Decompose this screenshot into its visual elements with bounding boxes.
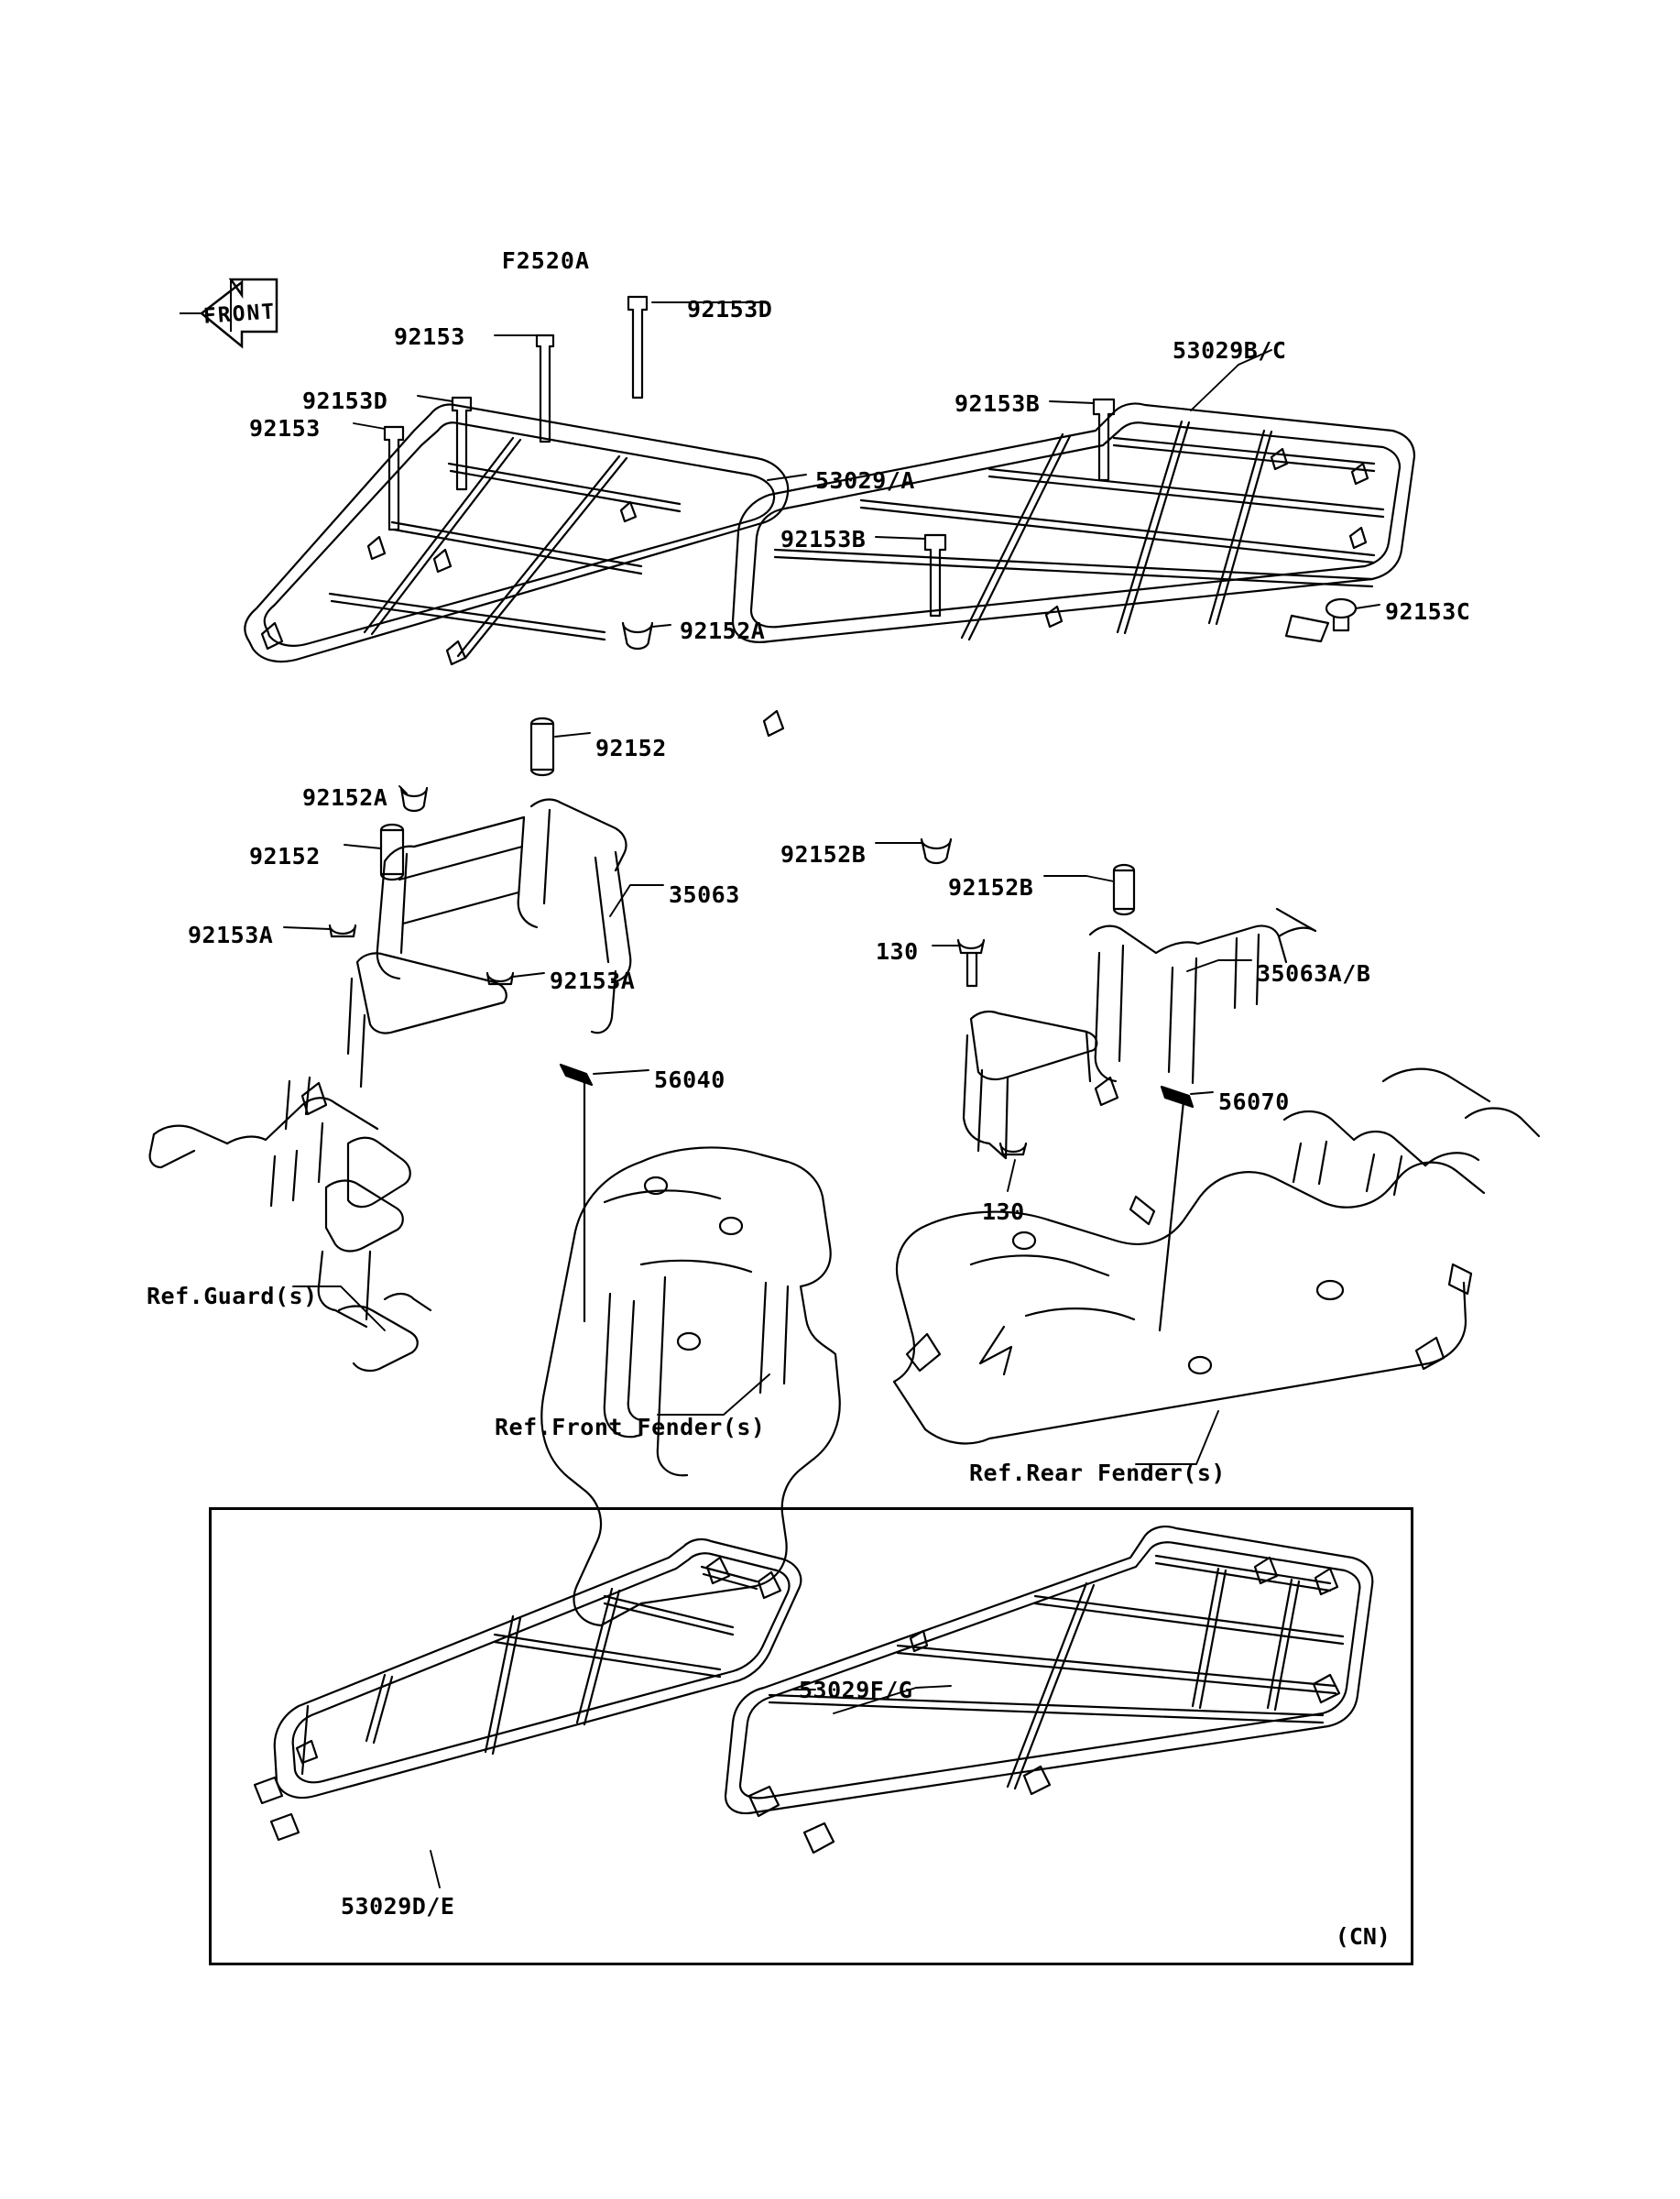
part-label-92152-b: 92152 — [249, 843, 321, 870]
part-label-92153b-b: 92153B — [780, 526, 867, 552]
part-label-35063ab: 35063A/B — [1257, 960, 1371, 987]
part-label-92153d-b: 92153D — [302, 388, 388, 414]
sheet-code: F2520A — [501, 247, 590, 274]
part-label-56040: 56040 — [654, 1067, 725, 1093]
part-label-92153b-a: 92153B — [955, 390, 1041, 417]
part-label-92152-a: 92152 — [595, 735, 667, 761]
part-label-53029bc: 53029B/C — [1173, 337, 1287, 364]
part-label-92153a-b: 92153A — [550, 968, 636, 994]
inset-variant-box — [209, 1507, 1413, 1965]
ref-label-front-fender: Ref.Front Fender(s) — [495, 1414, 766, 1440]
part-label-92153-a: 92153 — [394, 323, 465, 350]
part-label-92153c: 92153C — [1385, 598, 1471, 625]
part-label-92152b-a: 92152B — [780, 841, 867, 868]
front-direction-label: FRONT — [202, 300, 278, 329]
rear-carrier-outline — [733, 403, 1414, 736]
part-label-53029a: 53029/A — [815, 467, 915, 494]
fasteners — [330, 297, 1356, 1154]
part-label-56070: 56070 — [1218, 1089, 1290, 1115]
part-label-130-b: 130 — [982, 1198, 1025, 1225]
part-label-92153d-a: 92153D — [687, 296, 773, 323]
part-label-92152a-a: 92152A — [680, 618, 766, 644]
part-label-53029de: 53029D/E — [341, 1893, 455, 1920]
front-bracket-35063 — [302, 800, 630, 1114]
part-label-130-a: 130 — [876, 938, 919, 965]
part-label-35063: 35063 — [669, 881, 740, 908]
part-label-92152a-b: 92152A — [302, 784, 388, 811]
inset-region-note: (CN) — [1335, 1923, 1391, 1950]
rear-fender-art — [894, 1069, 1539, 1444]
rear-bracket-35063ab — [964, 909, 1315, 1158]
ref-guard-art — [150, 1078, 431, 1371]
ref-label-rear-fender: Ref.Rear Fender(s) — [969, 1460, 1226, 1486]
part-label-53029fg: 53029F/G — [799, 1677, 913, 1703]
part-label-92152b-b: 92152B — [948, 874, 1034, 901]
ref-label-guard: Ref.Guard(s) — [147, 1283, 318, 1309]
part-label-92153a-a: 92153A — [188, 922, 274, 948]
part-label-92153-b: 92153 — [249, 415, 321, 442]
